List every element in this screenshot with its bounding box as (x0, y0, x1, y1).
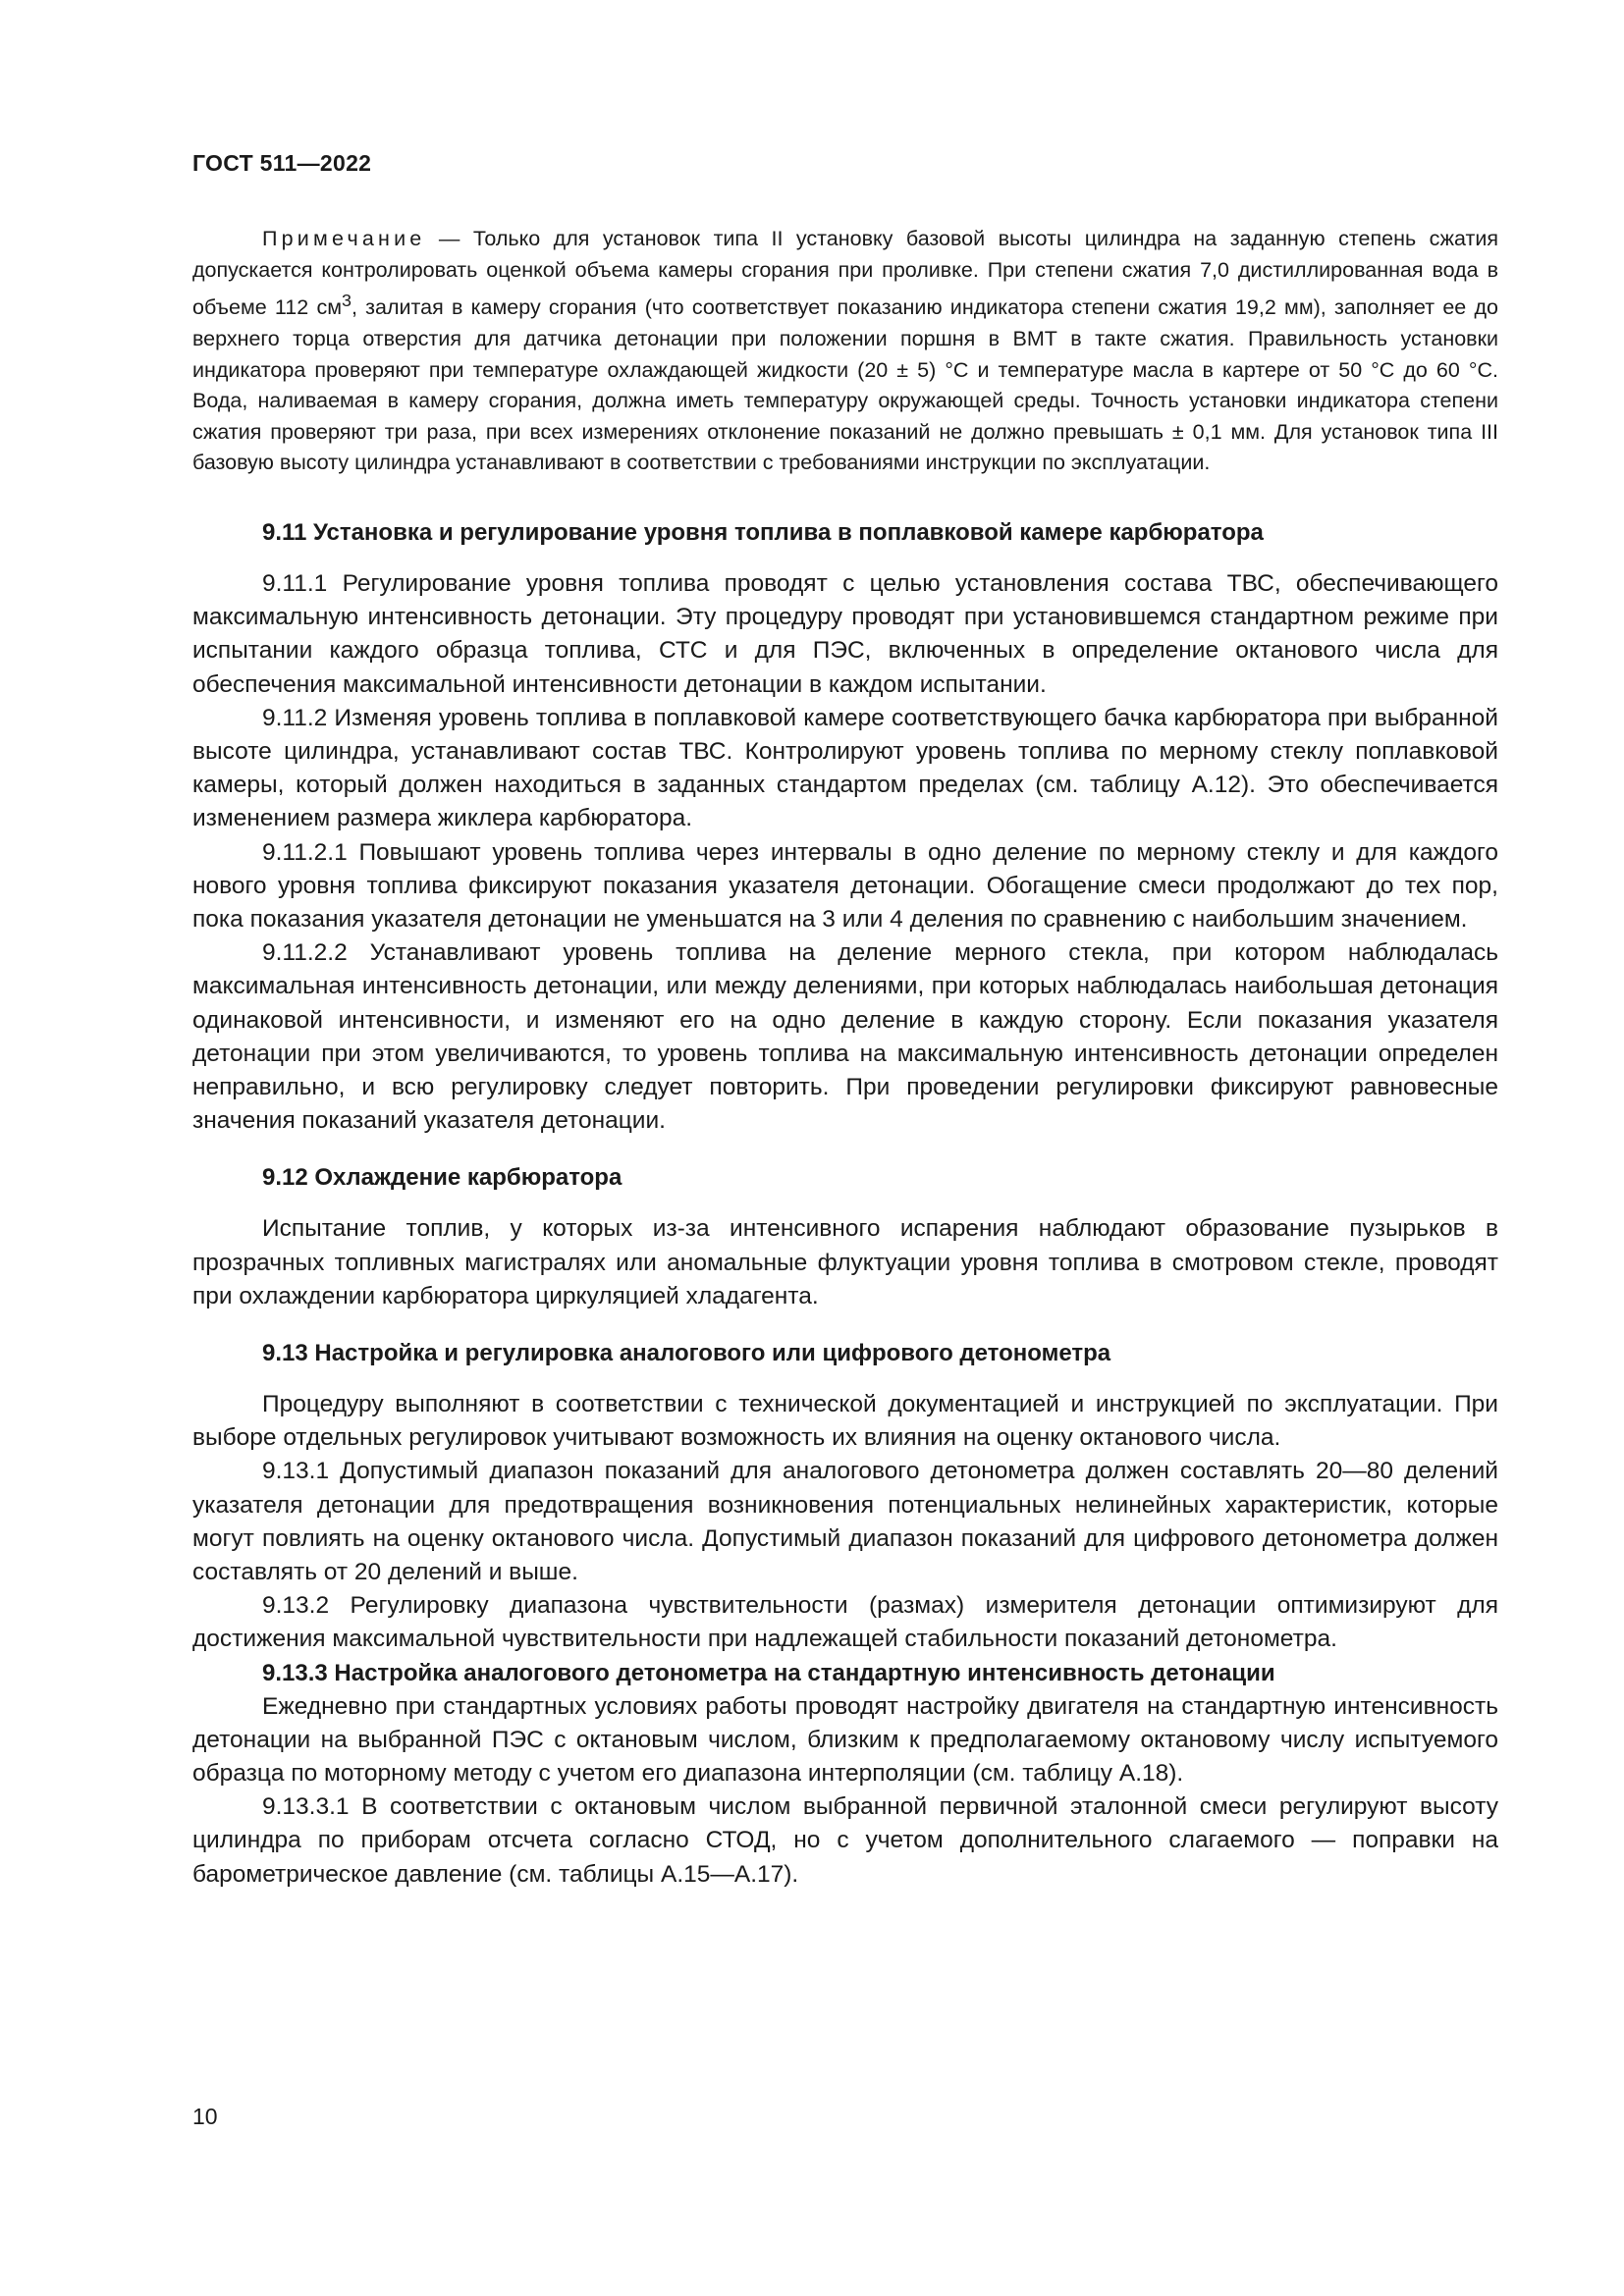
paragraph-9-13-2: 9.13.2 Регулировку диапазона чувствительности (размах) измерителя детонации оптимизируют для достижения максимальной чувствительности при надлежащей стабильности показаний детонометра. (192, 1592, 1498, 1653)
page-number: 10 (192, 2104, 218, 2129)
note-paragraph (192, 224, 1498, 479)
section-heading-9-11: 9.11 Установка и регулирование уровня топлива в поплавковой камере карбюратора (262, 518, 1264, 546)
paragraph-9-13-1: 9.13.1 Допустимый диапазон показаний для аналогового детонометра должен составлять 20—80 делений указателя детонации для предотвращения возникновения потенциальных нелинейных характеристик, которые могут повлиять на оценку октанового числа. Допустимый диапазон показаний для цифрового детонометра должен составлять от 20 делений и выше. (192, 1458, 1498, 1585)
note-text-part2: , залитая в камеру сгорания (что соответствует показанию индикатора степени сжатия 19,2 мм), заполняет ее до верхнего торца отверстия для датчика детонации при положении поршня в ВМТ в такте сжатия. Правильность установки индикатора проверяют при температуре охлаждающей жидкости (20 ± 5) °С и температуре масла в картере от 50 °С до 60 °С. Вода, наливаемая в камеру сгорания, должна иметь температуру окружающей среды. Точность установки индикатора степени сжатия проверяют три раза, при всех измерениях отклонение показаний не должно превышать ± 0,1 мм. Для установок типа III базовую высоту цилиндра устанавливают в соответствии с требованиями инструкции по эксплуатации. (192, 295, 1498, 475)
paragraph-9-11-2-2: 9.11.2.2 Устанавливают уровень топлива на деление мерного стекла, при котором наблюдалась максимальная интенсивность детонации, или между делениями, при которых наблюдалась наибольшая детонация одинаковой интенсивности, и изменяют его на одно деление в каждую сторону. Если показания указателя детонации при этом увеличиваются, то уровень топлива на максимальную интенсивность детонации определен неправильно, и всю регулировку следует повторить. При проведении регулировки фиксируют равновесные значения показаний указателя детонации. (192, 939, 1498, 1135)
note-superscript: 3 (341, 291, 352, 311)
paragraph-9-12: Испытание топлив, у которых из-за интенсивного испарения наблюдают образование пузырьков в прозрачных топливных магистралях или аномальные флуктуации уровня топлива в смотровом стекле, проводят при охлаждении карбюратора циркуляцией хладагента. (192, 1215, 1498, 1309)
paragraph-9-13-3: Ежедневно при стандартных условиях работы проводят настройку двигателя на стандартную интенсивность детонации на выбранной ПЭС с октановым числом, близким к предполагаемому октановому числу испытуемого образца по моторному методу с учетом его диапазона интерполяции (см. таблицу А.18). (192, 1692, 1498, 1787)
note-text-part1: — Только для установок типа II установку базовой высоты цилиндра на заданную степень сжатия допускается контролировать оценкой объема камеры сгорания при проливке. При степени сжатия 7,0 дистиллированная вода в объеме 112 см (192, 227, 1498, 320)
document-header: ГОСТ 511—2022 (192, 150, 372, 176)
paragraph-9-11-2-1: 9.11.2.1 Повышают уровень топлива через интервалы в одно деление по мерному стеклу и для каждого нового уровня топлива фиксируют показания указателя детонации. Обогащение смеси продолжают до тех пор, пока показания указателя детонации не уменьшатся на 3 или 4 деления по сравнению с наибольшим значением. (192, 838, 1498, 933)
section-heading-9-12: 9.12 Охлаждение карбюратора (262, 1164, 623, 1192)
note-label: Примечание (262, 227, 426, 250)
section-heading-9-13-3: 9.13.3 Настройка аналогового детонометра на стандартную интенсивность детонации (262, 1659, 1275, 1686)
section-heading-9-13: 9.13 Настройка и регулировка аналогового или цифрового детонометра (262, 1339, 1111, 1366)
paragraph-9-13-3-1: 9.13.3.1 В соответствии с октановым числом выбранной первичной эталонной смеси регулируют высоту цилиндра по приборам отсчета согласно СТОД, но с учетом дополнительного слагаемого — поправки на барометрическое давление (см. таблицы А.15—А.17). (192, 1793, 1498, 1888)
paragraph-9-13: Процедуру выполняют в соответствии с технической документацией и инструкцией по эксплуатации. При выборе отдельных регулировок учитывают возможность их влияния на оценку октанового числа. (192, 1390, 1498, 1452)
paragraph-9-11-1: 9.11.1 Регулирование уровня топлива проводят с целью установления состава ТВС, обеспечивающего максимальную интенсивность детонации. Эту процедуру проводят при установившемся стандартном режиме при испытании каждого образца топлива, СТС и для ПЭС, включенных в определение октанового числа для обеспечения максимальной интенсивности детонации в каждом испытании. (192, 569, 1498, 698)
page-content (192, 224, 1498, 1892)
paragraph-9-11-2: 9.11.2 Изменяя уровень топлива в поплавковой камере соответствующего бачка карбюратора при выбранной высоте цилиндра, устанавливают состав ТВС. Контролируют уровень топлива по мерному стеклу поплавковой камеры, который должен находиться в заданных стандартом пределах (см. таблицу А.12). Это обеспечивается изменением размера жиклера карбюратора. (192, 704, 1498, 832)
